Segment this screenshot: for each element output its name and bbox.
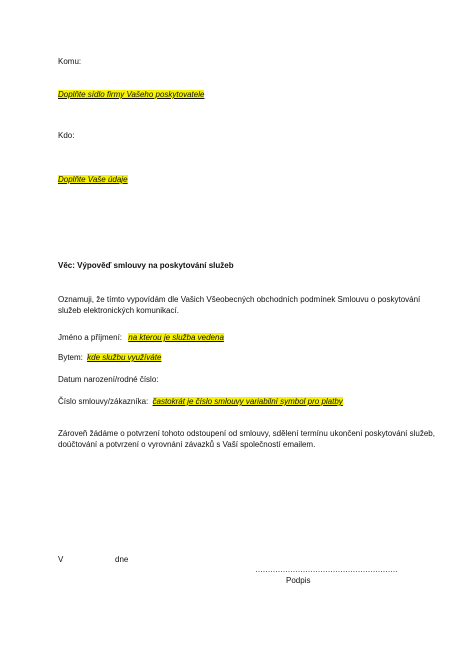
to-label: Komu: [58, 57, 82, 66]
date-label: dne [115, 555, 129, 564]
from-label: Kdo: [58, 131, 75, 140]
address-label: Bytem: [58, 353, 83, 362]
address-placeholder: kde službu využíváte [87, 353, 162, 362]
request-paragraph: Zároveň žádáme o potvrzení tohoto odstoupení od smlouvy, sdělení termínu ukončení poskytování služeb, doúčtování a potvrzení o vyrovnání závazků s Vaší společností emailem. [58, 429, 435, 449]
name-label: Jméno a příjmení: [58, 333, 123, 342]
signature-label: Podpis [286, 576, 311, 585]
address-row [58, 353, 161, 363]
from-placeholder-text: Doplňte Vaše údaje [58, 175, 128, 184]
subject-line: Věc: Výpověď smlouvy na poskytování služeb [58, 261, 234, 270]
to-placeholder [58, 90, 204, 100]
contract-label: Číslo smlouvy/zákazníka: [58, 397, 149, 406]
birth-label: Datum narození/rodné číslo: [58, 375, 159, 384]
contract-row [58, 397, 343, 407]
place-label: V [58, 555, 64, 564]
signature-line: ………………………………………………… [255, 565, 398, 574]
from-placeholder [58, 175, 128, 185]
name-row [58, 333, 224, 343]
to-placeholder-text: Doplňte sídlo firmy Vašeho poskytovatele [58, 90, 205, 99]
intro-paragraph: Oznamuji, že tímto vypovídám dle Vašich Všeobecných obchodních podmínek Smlouvu o poskytování služeb elektronických komunikací. [58, 295, 421, 315]
name-placeholder: na kterou je služba vedena [128, 333, 224, 342]
contract-placeholder: častokrát je číslo smlouvy variabilní symbol pro platby [152, 397, 343, 406]
